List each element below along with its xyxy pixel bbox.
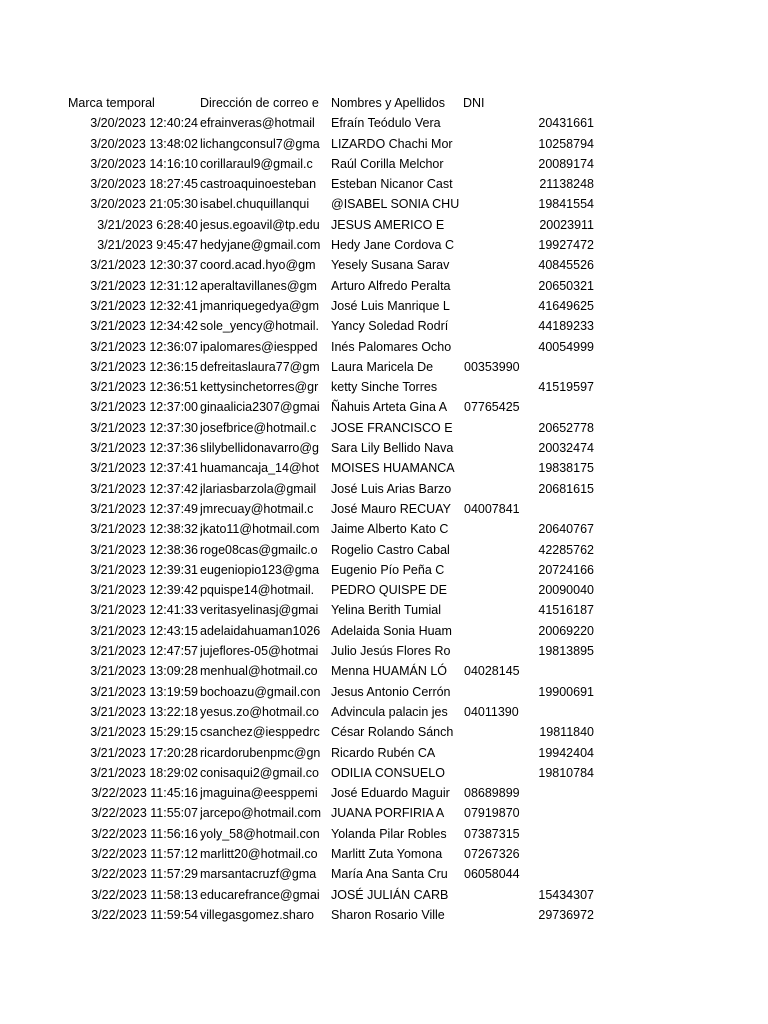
cell-name: Laura Maricela De: [331, 359, 434, 374]
cell-timestamp: 3/20/2023 13:48:02: [90, 136, 198, 151]
table-row: [0, 580, 768, 600]
cell-timestamp: 3/21/2023 12:38:36: [90, 542, 198, 557]
cell-name: José Mauro RECUAY: [331, 501, 451, 516]
cell-timestamp: 3/21/2023 18:29:02: [90, 765, 198, 780]
cell-dni: 19813895: [538, 644, 594, 659]
cell-timestamp: 3/22/2023 11:59:54: [91, 907, 198, 922]
cell-email: ricardorubenpmc@gn: [200, 745, 321, 760]
cell-email: jarcepo@hotmail.com: [200, 806, 322, 821]
cell-email: defreitaslaura77@gm: [200, 359, 320, 374]
cell-timestamp: 3/22/2023 11:57:29: [91, 867, 198, 882]
cell-name: PEDRO QUISPE DE: [331, 583, 447, 598]
cell-timestamp: 3/21/2023 12:37:00: [90, 400, 198, 415]
cell-email: aperaltavillanes@gm: [200, 278, 317, 293]
cell-timestamp: 3/21/2023 12:38:32: [90, 522, 198, 537]
cell-dni: 40054999: [538, 339, 594, 354]
cell-email: conisaqui2@gmail.co: [200, 765, 320, 780]
cell-email: jujeflores-05@hotmai: [200, 644, 319, 659]
table-row: [0, 519, 768, 539]
cell-name: Hedy Jane Cordova C: [331, 238, 454, 253]
cell-dni: 19810784: [538, 765, 594, 780]
cell-timestamp: 3/21/2023 12:36:07: [90, 339, 198, 354]
cell-timestamp: 3/22/2023 11:45:16: [91, 786, 198, 801]
cell-timestamp: 3/21/2023 12:39:31: [90, 562, 198, 577]
cell-name: María Ana Santa Cru: [331, 867, 448, 882]
cell-name: JOSE FRANCISCO E: [331, 420, 453, 435]
cell-timestamp: 3/21/2023 12:32:41: [90, 298, 198, 313]
cell-email: josefbrice@hotmail.c: [200, 420, 317, 435]
table-row: [0, 743, 768, 763]
cell-timestamp: 3/21/2023 12:47:57: [90, 644, 198, 659]
cell-timestamp: 3/21/2023 12:41:33: [90, 603, 198, 618]
cell-dni: 41649625: [538, 298, 594, 313]
cell-email: jesus.egoavil@tp.edu: [200, 217, 320, 232]
cell-email: villegasgomez.sharo: [200, 907, 314, 922]
table-row: [0, 255, 768, 275]
cell-email: eugeniopio123@gma: [200, 562, 320, 577]
cell-email: menhual@hotmail.co: [200, 664, 318, 679]
table-row: [0, 397, 768, 417]
table-row: [0, 377, 768, 397]
cell-email: lichangconsul7@gma: [200, 136, 320, 151]
cell-timestamp: 3/21/2023 13:22:18: [90, 704, 198, 719]
cell-timestamp: 3/21/2023 9:45:47: [97, 238, 198, 253]
spreadsheet-table: [0, 93, 768, 925]
cell-dni: 10258794: [538, 136, 594, 151]
cell-name: Jesus Antonio Cerrón: [331, 684, 451, 699]
table-row: [0, 113, 768, 133]
cell-email: yoly_58@hotmail.con: [200, 826, 320, 841]
cell-dni: 20069220: [538, 623, 594, 638]
cell-dni: 04028145: [464, 664, 520, 679]
cell-timestamp: 3/22/2023 11:57:12: [91, 846, 198, 861]
cell-email: hedyjane@gmail.com: [200, 238, 321, 253]
cell-timestamp: 3/21/2023 6:28:40: [97, 217, 198, 232]
cell-email: pquispe14@hotmail.: [200, 583, 315, 598]
table-row: [0, 134, 768, 154]
header-timestamp: Marca temporal: [68, 96, 155, 110]
cell-name: Advincula palacin jes: [331, 704, 448, 719]
cell-name: César Rolando Sánch: [331, 725, 454, 740]
table-row: [0, 600, 768, 620]
cell-dni: 41516187: [538, 603, 594, 618]
table-row: [0, 803, 768, 823]
cell-dni: 19927472: [538, 238, 594, 253]
cell-name: Eugenio Pío Peña C: [331, 562, 445, 577]
cell-dni: 19942404: [538, 745, 594, 760]
table-header-row: [0, 93, 768, 113]
cell-dni: 20089174: [538, 156, 594, 171]
cell-name: JOSÉ JULIÁN CARB: [331, 887, 449, 902]
cell-timestamp: 3/21/2023 12:43:15: [90, 623, 198, 638]
cell-dni: 04007841: [464, 501, 520, 516]
table-row: [0, 621, 768, 641]
cell-name: ODILIA CONSUELO: [331, 765, 445, 780]
cell-email: kettysinchetorres@gr: [200, 380, 319, 395]
cell-timestamp: 3/22/2023 11:55:07: [91, 806, 198, 821]
cell-email: adelaidahuaman1026: [200, 623, 321, 638]
cell-name: ketty Sinche Torres: [331, 380, 438, 395]
cell-email: ginaalicia2307@gmai: [200, 400, 320, 415]
cell-email: ipalomares@iespped: [200, 339, 318, 354]
cell-timestamp: 3/21/2023 12:36:15: [90, 359, 198, 374]
cell-email: castroaquinoesteban: [200, 177, 317, 192]
cell-timestamp: 3/21/2023 12:39:42: [90, 583, 198, 598]
table-row: [0, 479, 768, 499]
cell-dni: 07387315: [464, 826, 520, 841]
cell-email: jmanriquegedya@gm: [200, 298, 320, 313]
table-row: [0, 235, 768, 255]
cell-email: isabel.chuquillanqui: [200, 197, 310, 212]
cell-dni: 20650321: [538, 278, 594, 293]
table-row: [0, 499, 768, 519]
table-row: [0, 276, 768, 296]
table-row: [0, 458, 768, 478]
cell-name: Yolanda Pilar Robles: [331, 826, 447, 841]
cell-dni: 15434307: [538, 887, 594, 902]
cell-dni: 20090040: [538, 583, 594, 598]
table-row: [0, 864, 768, 884]
cell-timestamp: 3/21/2023 12:30:37: [90, 258, 198, 273]
cell-timestamp: 3/21/2023 13:19:59: [90, 684, 198, 699]
cell-email: roge08cas@gmailc.o: [200, 542, 318, 557]
cell-dni: 19838175: [538, 461, 594, 476]
cell-dni: 07919870: [464, 806, 520, 821]
cell-email: jkato11@hotmail.com: [200, 522, 320, 537]
cell-dni: 42285762: [538, 542, 594, 557]
cell-timestamp: 3/20/2023 14:16:10: [90, 156, 198, 171]
cell-dni: 04011390: [464, 704, 519, 719]
table-row: [0, 316, 768, 336]
cell-name: Rogelio Castro Cabal: [331, 542, 450, 557]
table-row: [0, 215, 768, 235]
cell-dni: 20652778: [538, 420, 594, 435]
cell-name: Esteban Nicanor Cast: [331, 177, 453, 192]
table-row: [0, 661, 768, 681]
cell-dni: 44189233: [538, 319, 594, 334]
cell-dni: 00353990: [464, 359, 520, 374]
cell-name: LIZARDO Chachi Mor: [331, 136, 453, 151]
cell-dni: 20023911: [539, 217, 594, 232]
cell-timestamp: 3/21/2023 12:37:30: [90, 420, 198, 435]
cell-name: @ISABEL SONIA CHU: [331, 197, 460, 212]
cell-name: Sara Lily Bellido Nava: [331, 441, 454, 456]
table-row: [0, 885, 768, 905]
cell-email: csanchez@iesppedrc: [200, 725, 320, 740]
table-row: [0, 702, 768, 722]
cell-dni: 07765425: [464, 400, 520, 415]
table-row: [0, 154, 768, 174]
cell-name: Raúl Corilla Melchor: [331, 156, 444, 171]
cell-name: José Luis Arias Barzo: [331, 481, 452, 496]
cell-email: huamancaja_14@hot: [200, 461, 320, 476]
table-row: [0, 763, 768, 783]
table-row: [0, 540, 768, 560]
cell-dni: 08689899: [464, 786, 520, 801]
cell-name: Julio Jesús Flores Ro: [331, 644, 451, 659]
cell-timestamp: 3/20/2023 21:05:30: [90, 197, 198, 212]
cell-dni: 40845526: [538, 258, 594, 273]
cell-dni: 29736972: [538, 907, 594, 922]
cell-name: José Luis Manrique L: [331, 298, 450, 313]
table-row: [0, 174, 768, 194]
cell-dni: 07267326: [464, 846, 520, 861]
cell-name: MOISES HUAMANCA: [331, 461, 455, 476]
cell-timestamp: 3/21/2023 15:29:15: [90, 725, 198, 740]
cell-name: Sharon Rosario Ville: [331, 907, 445, 922]
cell-email: educarefrance@gmai: [200, 887, 320, 902]
cell-email: veritasyelinasj@gmai: [200, 603, 319, 618]
cell-name: Jaime Alberto Kato C: [331, 522, 449, 537]
table-row: [0, 194, 768, 214]
cell-dni: 06058044: [464, 867, 520, 882]
cell-name: JESUS AMERICO E: [331, 217, 445, 232]
cell-email: jlariasbarzola@gmail: [200, 481, 317, 496]
cell-timestamp: 3/21/2023 12:36:51: [90, 380, 198, 395]
cell-dni: 20724166: [538, 562, 594, 577]
cell-email: jmaguina@eesppemi: [200, 786, 318, 801]
cell-name: Ricardo Rubén CA: [331, 745, 436, 760]
cell-name: Marlitt Zuta Yomona: [331, 846, 443, 861]
cell-email: bochoazu@gmail.con: [200, 684, 321, 699]
cell-dni: 20681615: [538, 481, 594, 496]
cell-email: corillaraul9@gmail.c: [200, 156, 313, 171]
table-row: [0, 337, 768, 357]
cell-timestamp: 3/21/2023 17:20:28: [90, 745, 198, 760]
header-dni: DNI: [463, 96, 485, 110]
cell-dni: 21138248: [539, 177, 594, 192]
table-row: [0, 783, 768, 803]
table-row: [0, 682, 768, 702]
cell-name: Ñahuis Arteta Gina A: [331, 400, 448, 415]
cell-timestamp: 3/21/2023 12:34:42: [90, 319, 198, 334]
cell-timestamp: 3/21/2023 12:37:36: [90, 441, 198, 456]
cell-email: efrainveras@hotmail: [200, 116, 315, 131]
table-row: [0, 824, 768, 844]
cell-timestamp: 3/21/2023 12:37:49: [90, 501, 198, 516]
cell-email: coord.acad.hyo@gm: [200, 258, 316, 273]
table-row: [0, 438, 768, 458]
cell-email: sole_yency@hotmail.: [200, 319, 319, 334]
cell-name: Yelina Berith Tumial: [331, 603, 442, 618]
cell-email: marsantacruzf@gma: [200, 867, 317, 882]
cell-name: Arturo Alfredo Peralta: [331, 278, 451, 293]
cell-name: JUANA PORFIRIA A: [331, 806, 445, 821]
cell-timestamp: 3/20/2023 12:40:24: [90, 116, 198, 131]
cell-name: Yesely Susana Sarav: [331, 258, 450, 273]
header-email: Dirección de correo e: [200, 96, 319, 110]
cell-dni: 41519597: [538, 380, 594, 395]
cell-email: slilybellidonavarro@g: [200, 441, 319, 456]
cell-email: yesus.zo@hotmail.co: [200, 704, 319, 719]
header-name: Nombres y Apellidos: [331, 96, 445, 110]
cell-name: José Eduardo Maguir: [331, 786, 450, 801]
cell-timestamp: 3/21/2023 12:31:12: [90, 278, 198, 293]
cell-dni: 19811840: [539, 725, 594, 740]
cell-timestamp: 3/22/2023 11:58:13: [91, 887, 198, 902]
cell-dni: 20431661: [538, 116, 594, 131]
table-row: [0, 905, 768, 925]
cell-email: jmrecuay@hotmail.c: [200, 501, 314, 516]
cell-name: Yancy Soledad Rodrí: [331, 319, 449, 334]
cell-name: Inés Palomares Ocho: [331, 339, 452, 354]
cell-name: Menna HUAMÁN LÓ: [331, 664, 448, 679]
cell-dni: 19841554: [538, 197, 594, 212]
table-row: [0, 418, 768, 438]
table-row: [0, 560, 768, 580]
cell-timestamp: 3/21/2023 12:37:41: [90, 461, 198, 476]
cell-dni: 20640767: [538, 522, 594, 537]
table-row: [0, 296, 768, 316]
cell-timestamp: 3/21/2023 12:37:42: [90, 481, 198, 496]
cell-timestamp: 3/20/2023 18:27:45: [90, 177, 198, 192]
cell-timestamp: 3/21/2023 13:09:28: [90, 664, 198, 679]
cell-dni: 20032474: [538, 441, 594, 456]
table-row: [0, 641, 768, 661]
cell-email: marlitt20@hotmail.co: [200, 846, 318, 861]
table-row: [0, 357, 768, 377]
cell-dni: 19900691: [538, 684, 594, 699]
cell-name: Efraín Teódulo Vera: [331, 116, 441, 131]
table-row: [0, 722, 768, 742]
cell-name: Adelaida Sonia Huam: [331, 623, 452, 638]
table-body: [0, 113, 768, 925]
table-row: [0, 844, 768, 864]
cell-timestamp: 3/22/2023 11:56:16: [91, 826, 198, 841]
